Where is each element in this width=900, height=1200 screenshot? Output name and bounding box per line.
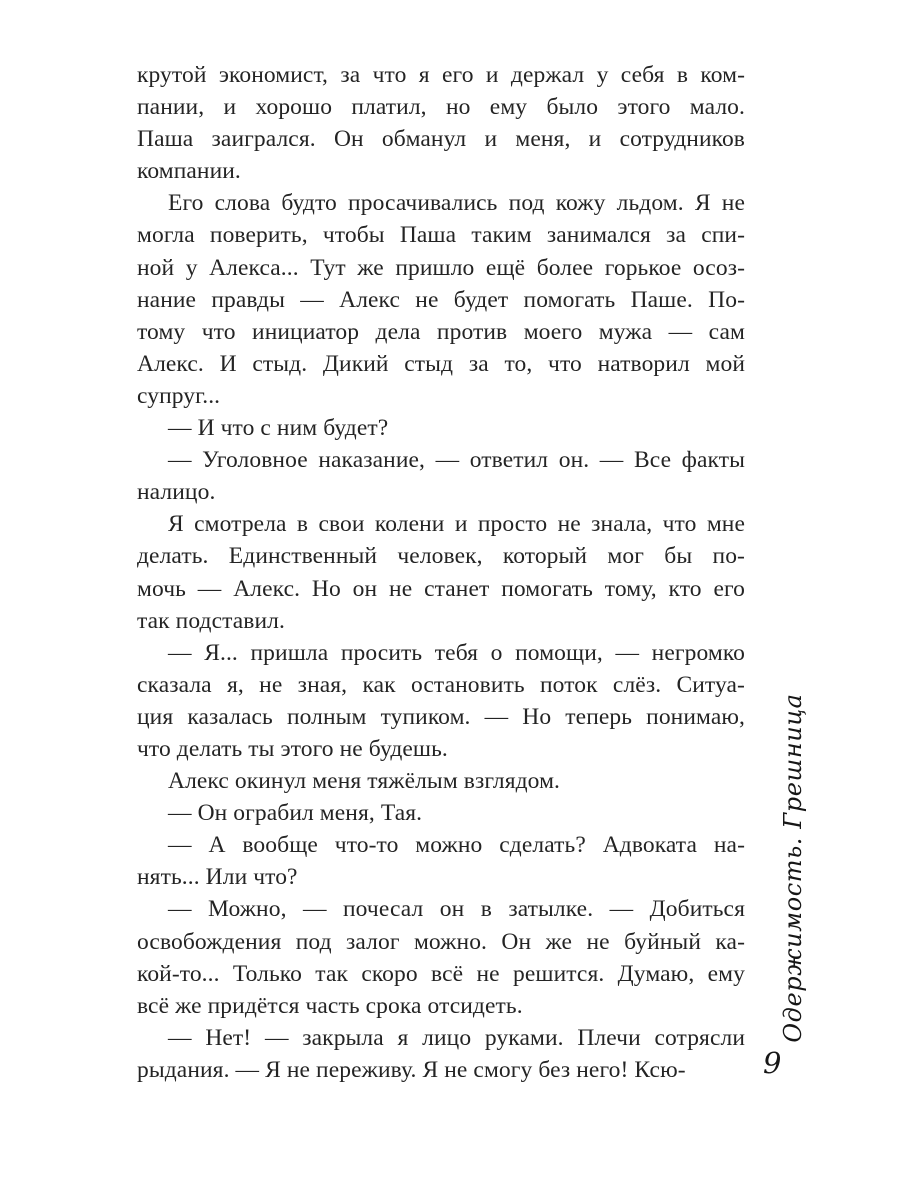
text-line: — Уголовное наказание, — ответил он. — Все факты	[168, 447, 745, 474]
text-line: что делать ты этого не будешь.	[137, 735, 448, 762]
paragraph	[137, 59, 745, 187]
text-line: ной у Алекса... Тут же пришло ещё более горькое осоз-	[137, 254, 745, 281]
text-line: — И что с ним будет?	[168, 415, 389, 442]
text-line: кой-то... Только так скоро всё не решится. Думаю, ему	[137, 960, 745, 987]
text-line: компании.	[137, 158, 241, 185]
text-line: делать. Единственный человек, который мог бы по-	[137, 543, 745, 570]
paragraph	[137, 1022, 745, 1086]
paragraph	[137, 412, 745, 444]
text-line: — Он ограбил меня, Тая.	[168, 800, 423, 827]
text-line: — Нет! — закрыла я лицо руками. Плечи сотрясли	[168, 1024, 745, 1051]
text-line: Паша заигрался. Он обманул и меня, и сотрудников	[137, 126, 745, 153]
text-line: нание правды — Алекс не будет помогать Паше. По-	[137, 286, 745, 313]
book-title-vertical: Одержимость. Грешница	[779, 693, 807, 1043]
text-line: — Можно, — почесал он в затылке. — Добиться	[168, 896, 745, 923]
text-line: супруг...	[137, 382, 221, 409]
paragraph	[137, 444, 745, 508]
paragraph	[137, 893, 745, 1021]
paragraph	[137, 508, 745, 636]
paragraph	[137, 637, 745, 765]
text-line: Алекс. И стыд. Дикий стыд за то, что натворил мой	[137, 350, 745, 377]
text-line: сказала я, не зная, как остановить поток слёз. Ситуа-	[137, 671, 745, 698]
text-line: всё же придётся часть срока отсидеть.	[137, 992, 523, 1019]
text-line: рыдания. — Я не переживу. Я не смогу без него! Ксю-	[137, 1056, 686, 1083]
text-line: Я смотрела в свои колени и просто не знала, что мне	[168, 511, 745, 538]
text-line: так подставил.	[137, 607, 285, 634]
text-line: Алекс окинул меня тяжёлым взглядом.	[168, 768, 561, 795]
text-line: — А вообще что-то можно сделать? Адвоката на-	[168, 832, 745, 859]
paragraph	[137, 187, 745, 412]
paragraph	[137, 797, 745, 829]
paragraph	[137, 829, 745, 893]
text-line: освобождения под залог можно. Он же не буйный ка-	[137, 928, 745, 955]
text-line: тому что инициатор дела против моего мужа — сам	[137, 318, 745, 345]
text-line: налицо.	[137, 479, 216, 506]
text-line: нять... Или что?	[137, 864, 298, 891]
text-line: крутой экономист, за что я его и держал у себя в ком-	[137, 62, 745, 88]
text-line: ция казалась полным тупиком. — Но теперь понимаю,	[137, 703, 745, 730]
body-text	[137, 59, 745, 1086]
paragraph	[137, 765, 745, 797]
text-line: мочь — Алекс. Но он не станет помогать тому, кто его	[137, 575, 745, 602]
page-number: 9	[763, 1046, 782, 1080]
text-line: Его слова будто просачивались под кожу льдом. Я не	[168, 190, 745, 217]
text-line: могла поверить, чтобы Паша таким занимался за спи-	[137, 222, 745, 249]
text-line: пании, и хорошо платил, но ему было этого мало.	[137, 94, 745, 121]
text-line: — Я... пришла просить тебя о помощи, — негромко	[168, 639, 745, 666]
